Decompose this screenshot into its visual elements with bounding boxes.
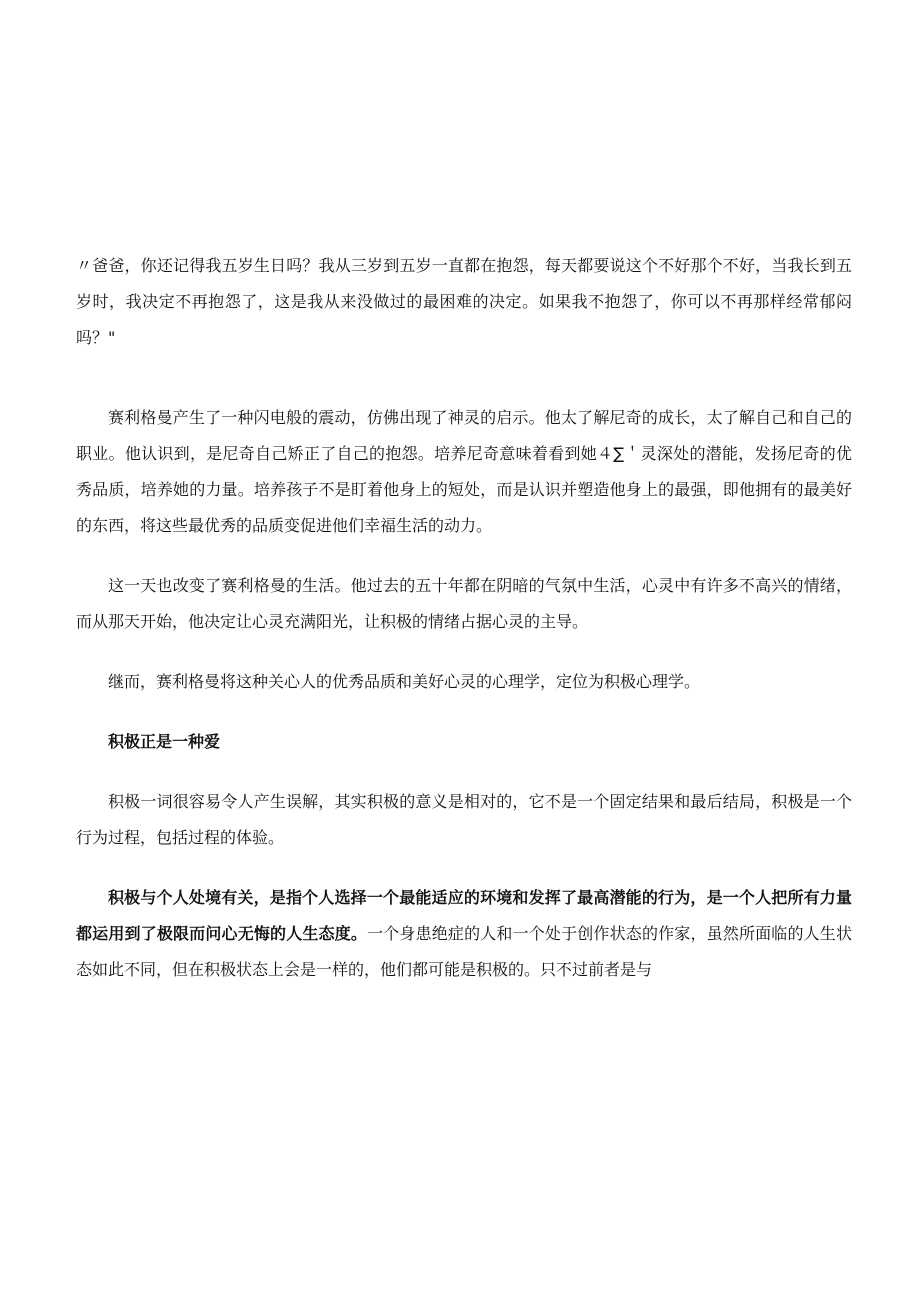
paragraph-positive-psychology: 继而，赛利格曼将这种关心人的优秀品质和美好心灵的心理学，定位为积极心理学。 <box>108 672 701 691</box>
paragraph-situation <box>76 880 852 988</box>
paragraph-situation-bold: 积极与个人处境有关，是指个人选择一个最能适应的环境和发挥了最高潜能的行为，是一个人把所有力量都运用到了极限而问心无悔的人生态度。 <box>76 888 852 943</box>
paragraph-situation-rest: 一个身患绝症的人和一个处于创作状态的作家，虽然所面临的人生状态如此不同，但在积极状态上会是一样的，他们都可能是积极的。只不过前者是与 <box>76 924 852 979</box>
paragraph-definition: 积极一词很容易令人产生误解，其实积极的意义是相对的，它不是一个固定结果和最后结局，积极是一个行为过程，包括过程的体验。 <box>76 792 852 847</box>
paragraph-quote: 〃爸爸，你还记得我五岁生日吗？我从三岁到五岁一直都在抱怨，每天都要说这个不好那个不好，当我长到五岁时，我决定不再抱怨了，这是我从来没做过的最困难的决定。如果我不抱怨了，你可以不再那样经常郁闷吗？" <box>76 256 852 347</box>
section-heading: 积极正是一种爱 <box>108 732 221 751</box>
paragraph-life-change: 这一天也改变了赛利格曼的生活。他过去的五十年都在阴暗的气氛中生活，心灵中有许多不高兴的情绪，而从那天开始，他决定让心灵充满阳光，让积极的情绪占据心灵的主导。 <box>76 576 852 631</box>
paragraph-revelation: 赛利格曼产生了一种闪电般的震动，仿佛出现了神灵的启示。他太了解尼奇的成长，太了解自己和自己的职业。他认识到，是尼奇自己矫正了自己的抱怨。培养尼奇意味着看到她４∑＇灵深处的潜能，发扬尼奇的优秀品质，培养她的力量。培养孩子不是盯着他身上的短处，而是认识并塑造他身上的最强，即他拥有的最美好的东西，将这些最优秀的品质变促进他们幸福生活的动力。 <box>76 408 852 535</box>
document-body <box>76 248 852 988</box>
